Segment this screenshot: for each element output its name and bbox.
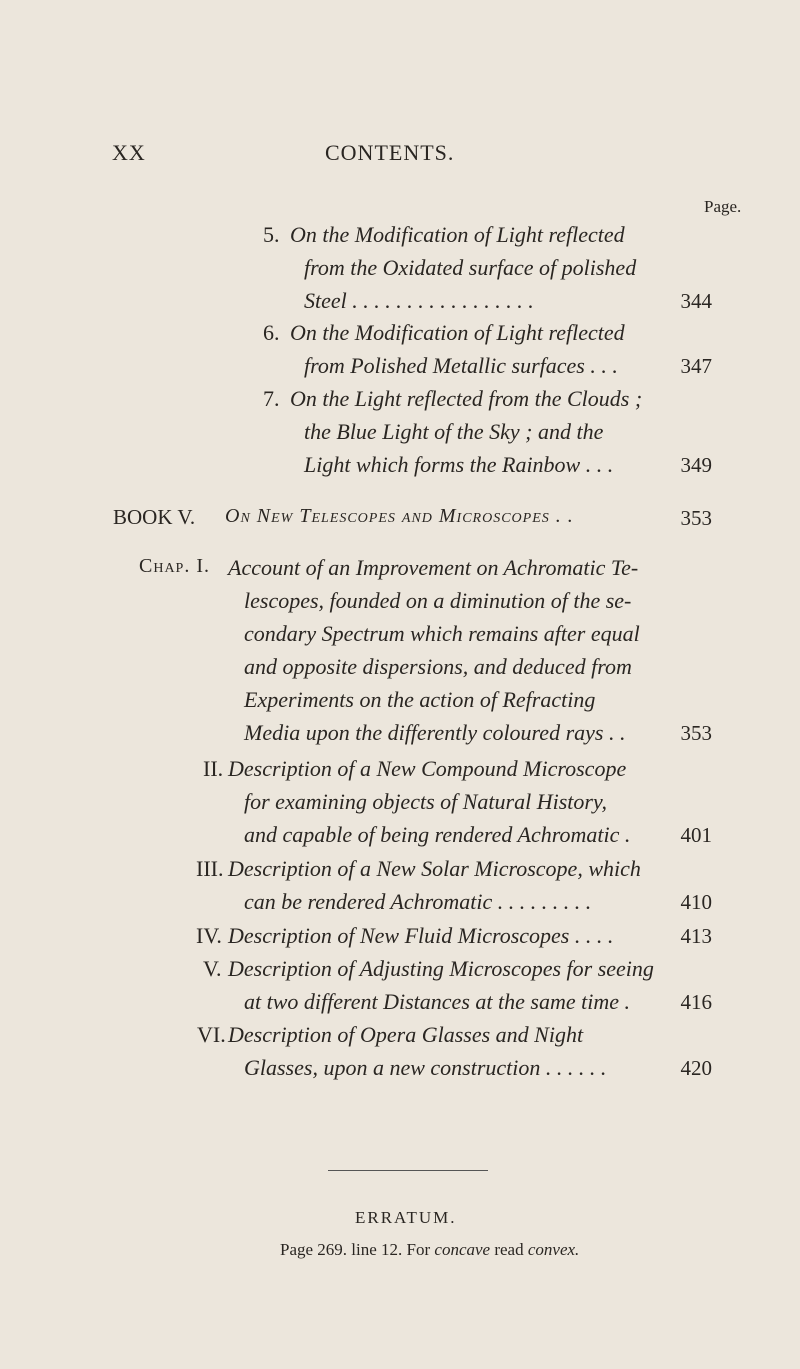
chapter-title-line: and opposite dispersions, and deduced from — [244, 654, 632, 679]
entry-title-line: from Polished Metallic surfaces . . . — [304, 353, 618, 378]
page-number: XX — [112, 140, 146, 165]
entry-title-line: the Blue Light of the Sky ; and the — [304, 419, 604, 444]
chapter-title-line: Description of Adjusting Microscopes for seeing — [228, 956, 654, 981]
section-rule — [328, 1170, 488, 1171]
chapter-title-line: Media upon the differently coloured rays . . — [244, 720, 626, 745]
chapter-page: 410 — [680, 890, 712, 914]
chapter-number: VI. — [197, 1022, 226, 1047]
chapter-title-line: Account of an Improvement on Achromatic Te- — [228, 555, 639, 580]
running-head: CONTENTS. — [325, 140, 455, 165]
chapter-number: Chap. I. — [139, 555, 211, 577]
chapter-title-line: at two different Distances at the same time . — [244, 989, 630, 1014]
chapter-page: 413 — [680, 924, 712, 948]
entry-title-line: On the Modification of Light reflected — [290, 320, 625, 345]
erratum-text — [280, 1240, 579, 1260]
chapter-page: 420 — [680, 1056, 712, 1080]
entry-number: 5. — [263, 222, 280, 247]
chapter-title-line: Description of Opera Glasses and Night — [228, 1022, 584, 1047]
book-page: 353 — [680, 506, 712, 530]
erratum-title: ERRATUM. — [355, 1208, 457, 1227]
chapter-title-line: lescopes, founded on a diminution of the se- — [244, 588, 632, 613]
chapter-number: II. — [203, 756, 224, 781]
erratum-right-word: convex. — [527, 1240, 580, 1259]
chapter-title-line: can be rendered Achromatic . . . . . . . . . — [244, 889, 592, 914]
chapter-title-line: Description of a New Compound Microscope — [228, 756, 627, 781]
chapter-title-line: Glasses, upon a new construction . . . . . . — [244, 1055, 607, 1080]
entry-number: 7. — [263, 386, 280, 411]
entry-title-line: On the Light reflected from the Clouds ; — [290, 386, 643, 411]
chapter-title-line: Description of a New Solar Microscope, which — [228, 856, 641, 881]
entry-title-line: from the Oxidated surface of polished — [304, 255, 637, 280]
chapter-number: IV. — [196, 923, 222, 948]
chapter-title-line: Description of New Fluid Microscopes . . . . — [228, 923, 614, 948]
chapter-page: 401 — [680, 823, 712, 847]
chapter-title-line: condary Spectrum which remains after equal — [244, 621, 640, 646]
page-column-label: Page. — [704, 197, 742, 216]
entry-title-line: On the Modification of Light reflected — [290, 222, 625, 247]
chapter-title-line: for examining objects of Natural History, — [244, 789, 607, 814]
book-title: On New Telescopes and Microscopes . . — [225, 505, 574, 527]
erratum-prefix: Page 269. line 12. For — [280, 1240, 431, 1259]
erratum-wrong-word: concave — [434, 1240, 491, 1259]
chapter-number: III. — [196, 856, 224, 881]
chapter-title-line: and capable of being rendered Achromatic . — [244, 822, 631, 847]
chapter-page: 353 — [680, 721, 712, 745]
chapter-title-line: Experiments on the action of Refracting — [244, 687, 596, 712]
chapter-page: 416 — [680, 990, 712, 1014]
book-label: BOOK V. — [113, 505, 196, 529]
entry-number: 6. — [263, 320, 280, 345]
entry-page: 347 — [680, 354, 712, 378]
entry-page: 344 — [680, 289, 712, 313]
erratum-mid: read — [494, 1240, 524, 1259]
entry-page: 349 — [680, 453, 712, 477]
chapter-number: V. — [203, 956, 222, 981]
entry-title-line: Light which forms the Rainbow . . . — [304, 452, 614, 477]
entry-title-line: Steel . . . . . . . . . . . . . . . . . — [304, 288, 534, 313]
